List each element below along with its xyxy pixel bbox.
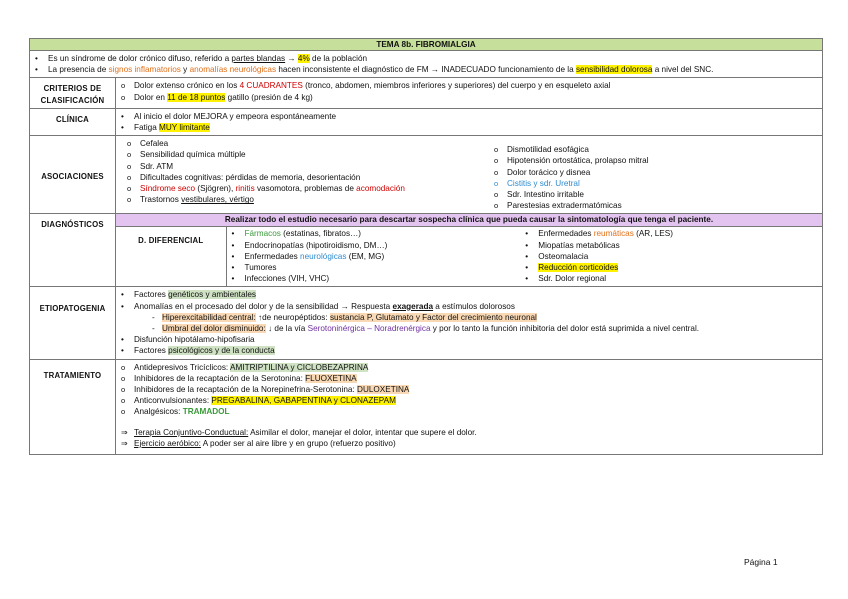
diagnosticos-banner: Realizar todo el estudio necesario para descartar sospecha clínica que pueda causar la sintomatología que tenga el paciente. <box>116 214 823 227</box>
clinica-content <box>116 108 823 135</box>
list-item: o Dolor extenso crónico en los 4 CUADRANTES (tronco, abdomen, miembros inferiores y superiores) del cuerpo y en esqueleto axial <box>120 80 818 91</box>
list-item: • Tumores <box>231 262 525 273</box>
list-item: o Hipotensión ortostática, prolapso mitral <box>493 155 818 166</box>
dd-content <box>226 227 822 286</box>
list-item: o Sdr. Intestino irritable <box>493 189 818 200</box>
list-item: o Síndrome seco (Sjögren), rinitis vasomotora, problemas de acomodación <box>126 183 445 194</box>
list-item: o Dolor en 11 de 18 puntos gatillo (presión de 4 kg) <box>120 92 818 103</box>
etiopatogenia-label: ETIOPATOGENIA <box>30 287 116 359</box>
list-item: • Reducción corticoides <box>524 262 818 273</box>
list-item: ⇒ Ejercicio aeróbico: A poder ser al aire libre y en grupo (refuerzo positivo) <box>120 438 818 449</box>
list-item: o Antidepresivos Tricíclicos: AMITRIPTILINA y CICLOBEZAPRINA <box>120 362 818 373</box>
list-item: • Miopatías metabólicas <box>524 240 818 251</box>
list-item: o Cefalea <box>126 138 445 149</box>
criterios-content <box>116 78 823 108</box>
list-item: • Factores genéticos y ambientales <box>120 289 818 300</box>
asociaciones-content <box>116 136 823 214</box>
list-item: o Inhibidores de la recaptación de la Norepinefrina-Serotonina: DULOXETINA <box>120 384 818 395</box>
summary-table <box>29 38 823 455</box>
list-item: - Umbral del dolor disminuido: ↓ de la vía Serotoninérgica – Noradrenérgica y por lo tanto la función inhibitoria del dolor está suprimida a nivel central. <box>148 323 818 334</box>
list-item: o Parestesias extradermatómicas <box>493 200 818 211</box>
list-item: • Enfermedades reumáticas (AR, LES) <box>524 228 818 239</box>
list-item: • Fármacos (estatinas, fibratos…) <box>231 228 525 239</box>
list-item: o Trastornos vestibulares, vértigo <box>126 194 445 205</box>
list-item: o Sdr. ATM <box>126 161 445 172</box>
list-item: • Disfunción hipotálamo-hipofisaria <box>120 334 818 345</box>
differential-table <box>116 227 822 286</box>
page-number: Página 1 <box>744 557 778 567</box>
intro-item: • La presencia de signos inflamatorios y anomalías neurológicas hacen inconsistente el diagnóstico de FM → INADECUADO funcionamiento de la sensibilidad dolorosa a nivel del SNC. <box>34 64 818 75</box>
clinica-label: CLÍNICA <box>30 108 116 135</box>
criterios-label: CRITERIOS DE CLASIFICACIÓN <box>30 78 116 108</box>
topic-title: TEMA 8b. FIBROMIALGIA <box>30 39 823 51</box>
list-item: ⇒ Terapia Conjuntivo-Conductual: Asimilar el dolor, manejar el dolor, intentar que supere el dolor. <box>120 427 818 438</box>
list-item: o Anticonvulsionantes: PREGABALINA, GABAPENTINA y CLONAZEPAM <box>120 395 818 406</box>
asociaciones-label: ASOCIACIONES <box>30 136 116 214</box>
diagnosticos-label: DIAGNÓSTICOS <box>30 214 116 287</box>
intro-item: • Es un síndrome de dolor crónico difuso, referido a partes blandas → 4% de la población <box>34 53 818 64</box>
list-item: o Sensibilidad química múltiple <box>126 149 445 160</box>
list-item: • Anomalías en el procesado del dolor y de la sensibilidad → Respuesta exagerada a estímulos dolorosos - Hiperexcitabilidad central: ↑de neuropéptidos: sustancia P, Glutamato y Factor del crecimiento neuronal - Umbral del dolor disminuido: ↓ de la vía Serotoninérgica – Noradrenérgica y por lo tanto la función inhibitoria del dolor está suprimida a nivel central. <box>120 301 818 335</box>
list-item: o Cistitis y sdr. Uretral <box>493 178 818 189</box>
diagnosticos-content <box>116 227 823 287</box>
tratamiento-label: TRATAMIENTO <box>30 359 116 454</box>
list-item: • Enfermedades neurológicas (EM, MG) <box>231 251 525 262</box>
list-item: o Analgésicos: TRAMADOL <box>120 406 818 417</box>
list-item: • Infecciones (VIH, VHC) <box>231 273 525 284</box>
list-item: o Dismotilidad esofágica <box>493 144 818 155</box>
list-item: • Fatiga MUY limitante <box>120 122 818 133</box>
list-item: - Hiperexcitabilidad central: ↑de neuropéptidos: sustancia P, Glutamato y Factor del crecimiento neuronal <box>148 312 818 323</box>
list-item: • Osteomalacia <box>524 251 818 262</box>
etiopatogenia-content <box>116 287 823 359</box>
list-item: o Inhibidores de la recaptación de la Serotonina: FLUOXETINA <box>120 373 818 384</box>
list-item: • Factores psicológicos y de la conducta <box>120 345 818 356</box>
list-item: • Al inicio el dolor MEJORA y empeora espontáneamente <box>120 111 818 122</box>
list-item: o Dolor torácico y disnea <box>493 167 818 178</box>
intro-section <box>30 51 823 78</box>
list-item: o Dificultades cognitivas: pérdidas de memoria, desorientación <box>126 172 445 183</box>
page <box>29 38 823 455</box>
list-item: • Endocrinopatías (hipotiroidismo, DM…) <box>231 240 525 251</box>
tratamiento-content <box>116 359 823 454</box>
list-item: • Sdr. Dolor regional <box>524 273 818 284</box>
dd-label: D. DIFERENCIAL <box>116 227 226 286</box>
